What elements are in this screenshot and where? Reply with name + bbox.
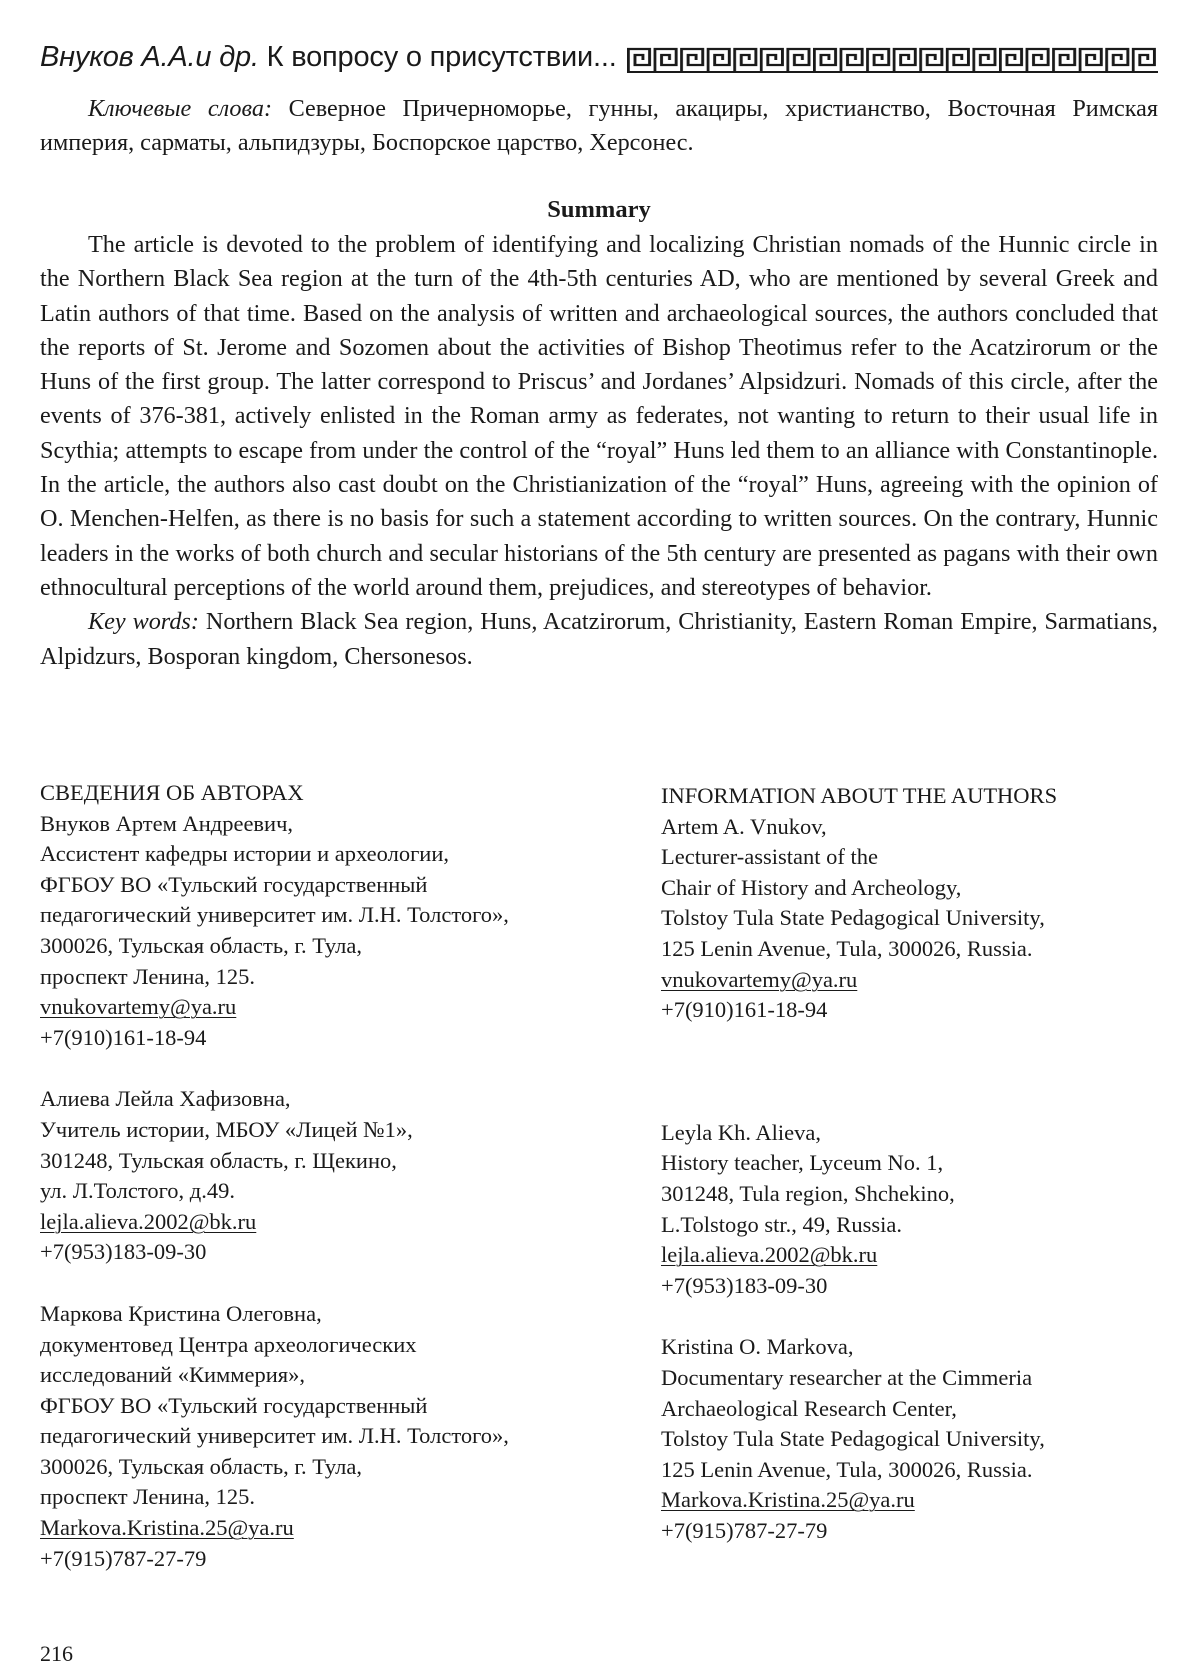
author-position: Учитель истории, МБОУ «Лицей №1», (40, 1116, 413, 1142)
author-affiliation: Tolstoy Tula State Pedagogical University, (661, 905, 1045, 931)
author-name: Внуков Артем Андреевич, (40, 810, 294, 836)
author-phone: +7(915)787-27-79 (661, 1517, 828, 1543)
author-email-link[interactable]: Markova.Kristina.25@ya.ru (40, 1515, 294, 1541)
summary-title: Summary (547, 196, 651, 223)
authors-en-column (661, 781, 1200, 1546)
summary-text: The article is devoted to the problem of identifying and localizing Christian nomads of the Hunnic circle in the Northern Black Sea region at the turn of the 4th-5th centuries AD, who are mentioned by several Greek and Latin authors of that time. Based on the analysis of written and archaeological sources, the authors concluded that the reports of St. Jerome and Sozomen about the activities of Bishop Theotimus refer to the Acatzirorum or the Huns of the first group. The latter correspond to Priscus’ and Jordanes’ Alpsidzuri. Nomads of this circle, after the events of 376-381, actively enlisted in the Roman army as federates, not wanting to return to their usual life in Scythia; attempts to escape from under the control of the “royal” Huns led them to an alliance with Constantinople. In the article, the authors also cast doubt on the Christianization of the “royal” Huns, agreeing with the opinion of O. Menchen-Helfen, as there is no basis for such a statement according to written sources. On the contrary, Hunnic leaders in the works of both church and secular historians of the 5th century are presented as pagans with their own ethnocultural perceptions of the world around them, prejudices, and stereotypes of behavior. (40, 231, 1158, 601)
author-affiliation: Tolstoy Tula State Pedagogical University, (661, 1426, 1045, 1452)
author-email-link[interactable]: Markova.Kristina.25@ya.ru (661, 1487, 915, 1513)
author-address: 301248, Tula region, Shchekino, (661, 1180, 955, 1206)
author-address: 125 Lenin Avenue, Tula, 300026, Russia. (661, 1456, 1033, 1482)
page-number: 216 (40, 1641, 73, 1666)
author-affiliation: ФГБОУ ВО «Тульский государственный (40, 1392, 428, 1418)
author-email-link[interactable]: lejla.alieva.2002@bk.ru (40, 1208, 257, 1234)
author-affiliation: ФГБОУ ВО «Тульский государственный (40, 871, 428, 897)
authors-ru-heading: СВЕДЕНИЯ ОБ АВТОРАХ (40, 780, 304, 805)
author-ru-markova (40, 1299, 600, 1574)
author-en-alieva (661, 1118, 1200, 1302)
author-email-link[interactable]: vnukovartemy@ya.ru (40, 994, 237, 1020)
author-email-link[interactable]: vnukovartemy@ya.ru (661, 966, 858, 992)
running-head-authors: Внуков А.А.и др. (40, 40, 259, 73)
author-en-vnukov (661, 812, 1200, 1026)
author-ru-alieva (40, 1084, 600, 1268)
authors-ru-column (40, 778, 600, 1574)
author-phone: +7(910)161-18-94 (661, 997, 828, 1023)
keywords-ru-text: Северное Причерноморье, гунны, акациры, христианство, Восточная Римская империя, сарматы, альпидзуры, Боспорское царство, Херсонес. (40, 95, 1158, 157)
author-phone: +7(910)161-18-94 (40, 1024, 207, 1050)
author-position: Documentary researcher at the Cimmeria (661, 1364, 1033, 1390)
author-name: Kristina O. Markova, (661, 1334, 854, 1360)
author-position: Chair of History and Archeology, (661, 874, 962, 900)
keywords-ru (40, 92, 1158, 161)
author-position: Lecturer-assistant of the (661, 844, 878, 870)
author-name: Artem A. Vnukov, (661, 813, 827, 839)
greek-key-border-icon (627, 47, 1158, 73)
author-position: History teacher, Lyceum No. 1, (661, 1150, 944, 1176)
keywords-en-text: Northern Black Sea region, Huns, Acatzirorum, Christianity, Eastern Roman Empire, Sarmatians, Alpidzurs, Bosporan kingdom, Chersonesos. (40, 608, 1158, 670)
running-head (40, 32, 1158, 82)
author-address: проспект Ленина, 125. (40, 1484, 256, 1510)
author-name: Leyla Kh. Alieva, (661, 1119, 821, 1145)
author-phone: +7(953)183-09-30 (661, 1272, 828, 1298)
author-address: проспект Ленина, 125. (40, 963, 256, 989)
author-address: ул. Л.Толстого, д.49. (40, 1178, 235, 1204)
author-address: L.Tolstogo str., 49, Russia. (661, 1211, 902, 1237)
author-address: 300026, Тульская область, г. Тула, (40, 1453, 363, 1479)
author-phone: +7(915)787-27-79 (40, 1545, 207, 1571)
author-address: 301248, Тульская область, г. Щекино, (40, 1147, 397, 1173)
author-position: документовед Центра археологических (40, 1331, 417, 1357)
keywords-en-label: Key words: (88, 608, 199, 636)
authors-en-heading: INFORMATION ABOUT THE AUTHORS (661, 783, 1058, 808)
author-address: 300026, Тульская область, г. Тула, (40, 932, 363, 958)
author-position: Archaeological Research Center, (661, 1395, 957, 1421)
author-affiliation: педагогический университет им. Л.Н. Толстого», (40, 1423, 509, 1449)
author-en-markova (661, 1332, 1200, 1546)
author-phone: +7(953)183-09-30 (40, 1239, 207, 1265)
author-email-link[interactable]: lejla.alieva.2002@bk.ru (661, 1242, 878, 1268)
author-position: Ассистент кафедры истории и археологии, (40, 841, 450, 867)
author-ru-vnukov (40, 809, 600, 1054)
author-name: Алиева Лейла Хафизовна, (40, 1086, 291, 1112)
running-head-text (40, 41, 617, 74)
keywords-ru-label: Ключевые слова: (88, 95, 272, 122)
author-name: Маркова Кристина Олеговна, (40, 1300, 322, 1326)
summary-block (40, 228, 1158, 674)
author-position: исследований «Киммерия», (40, 1362, 305, 1388)
author-address: 125 Lenin Avenue, Tula, 300026, Russia. (661, 935, 1033, 961)
keywords-en (40, 605, 1158, 674)
running-head-title: К вопросу о присутствии... (258, 40, 617, 73)
author-affiliation: педагогический университет им. Л.Н. Толстого», (40, 902, 509, 928)
